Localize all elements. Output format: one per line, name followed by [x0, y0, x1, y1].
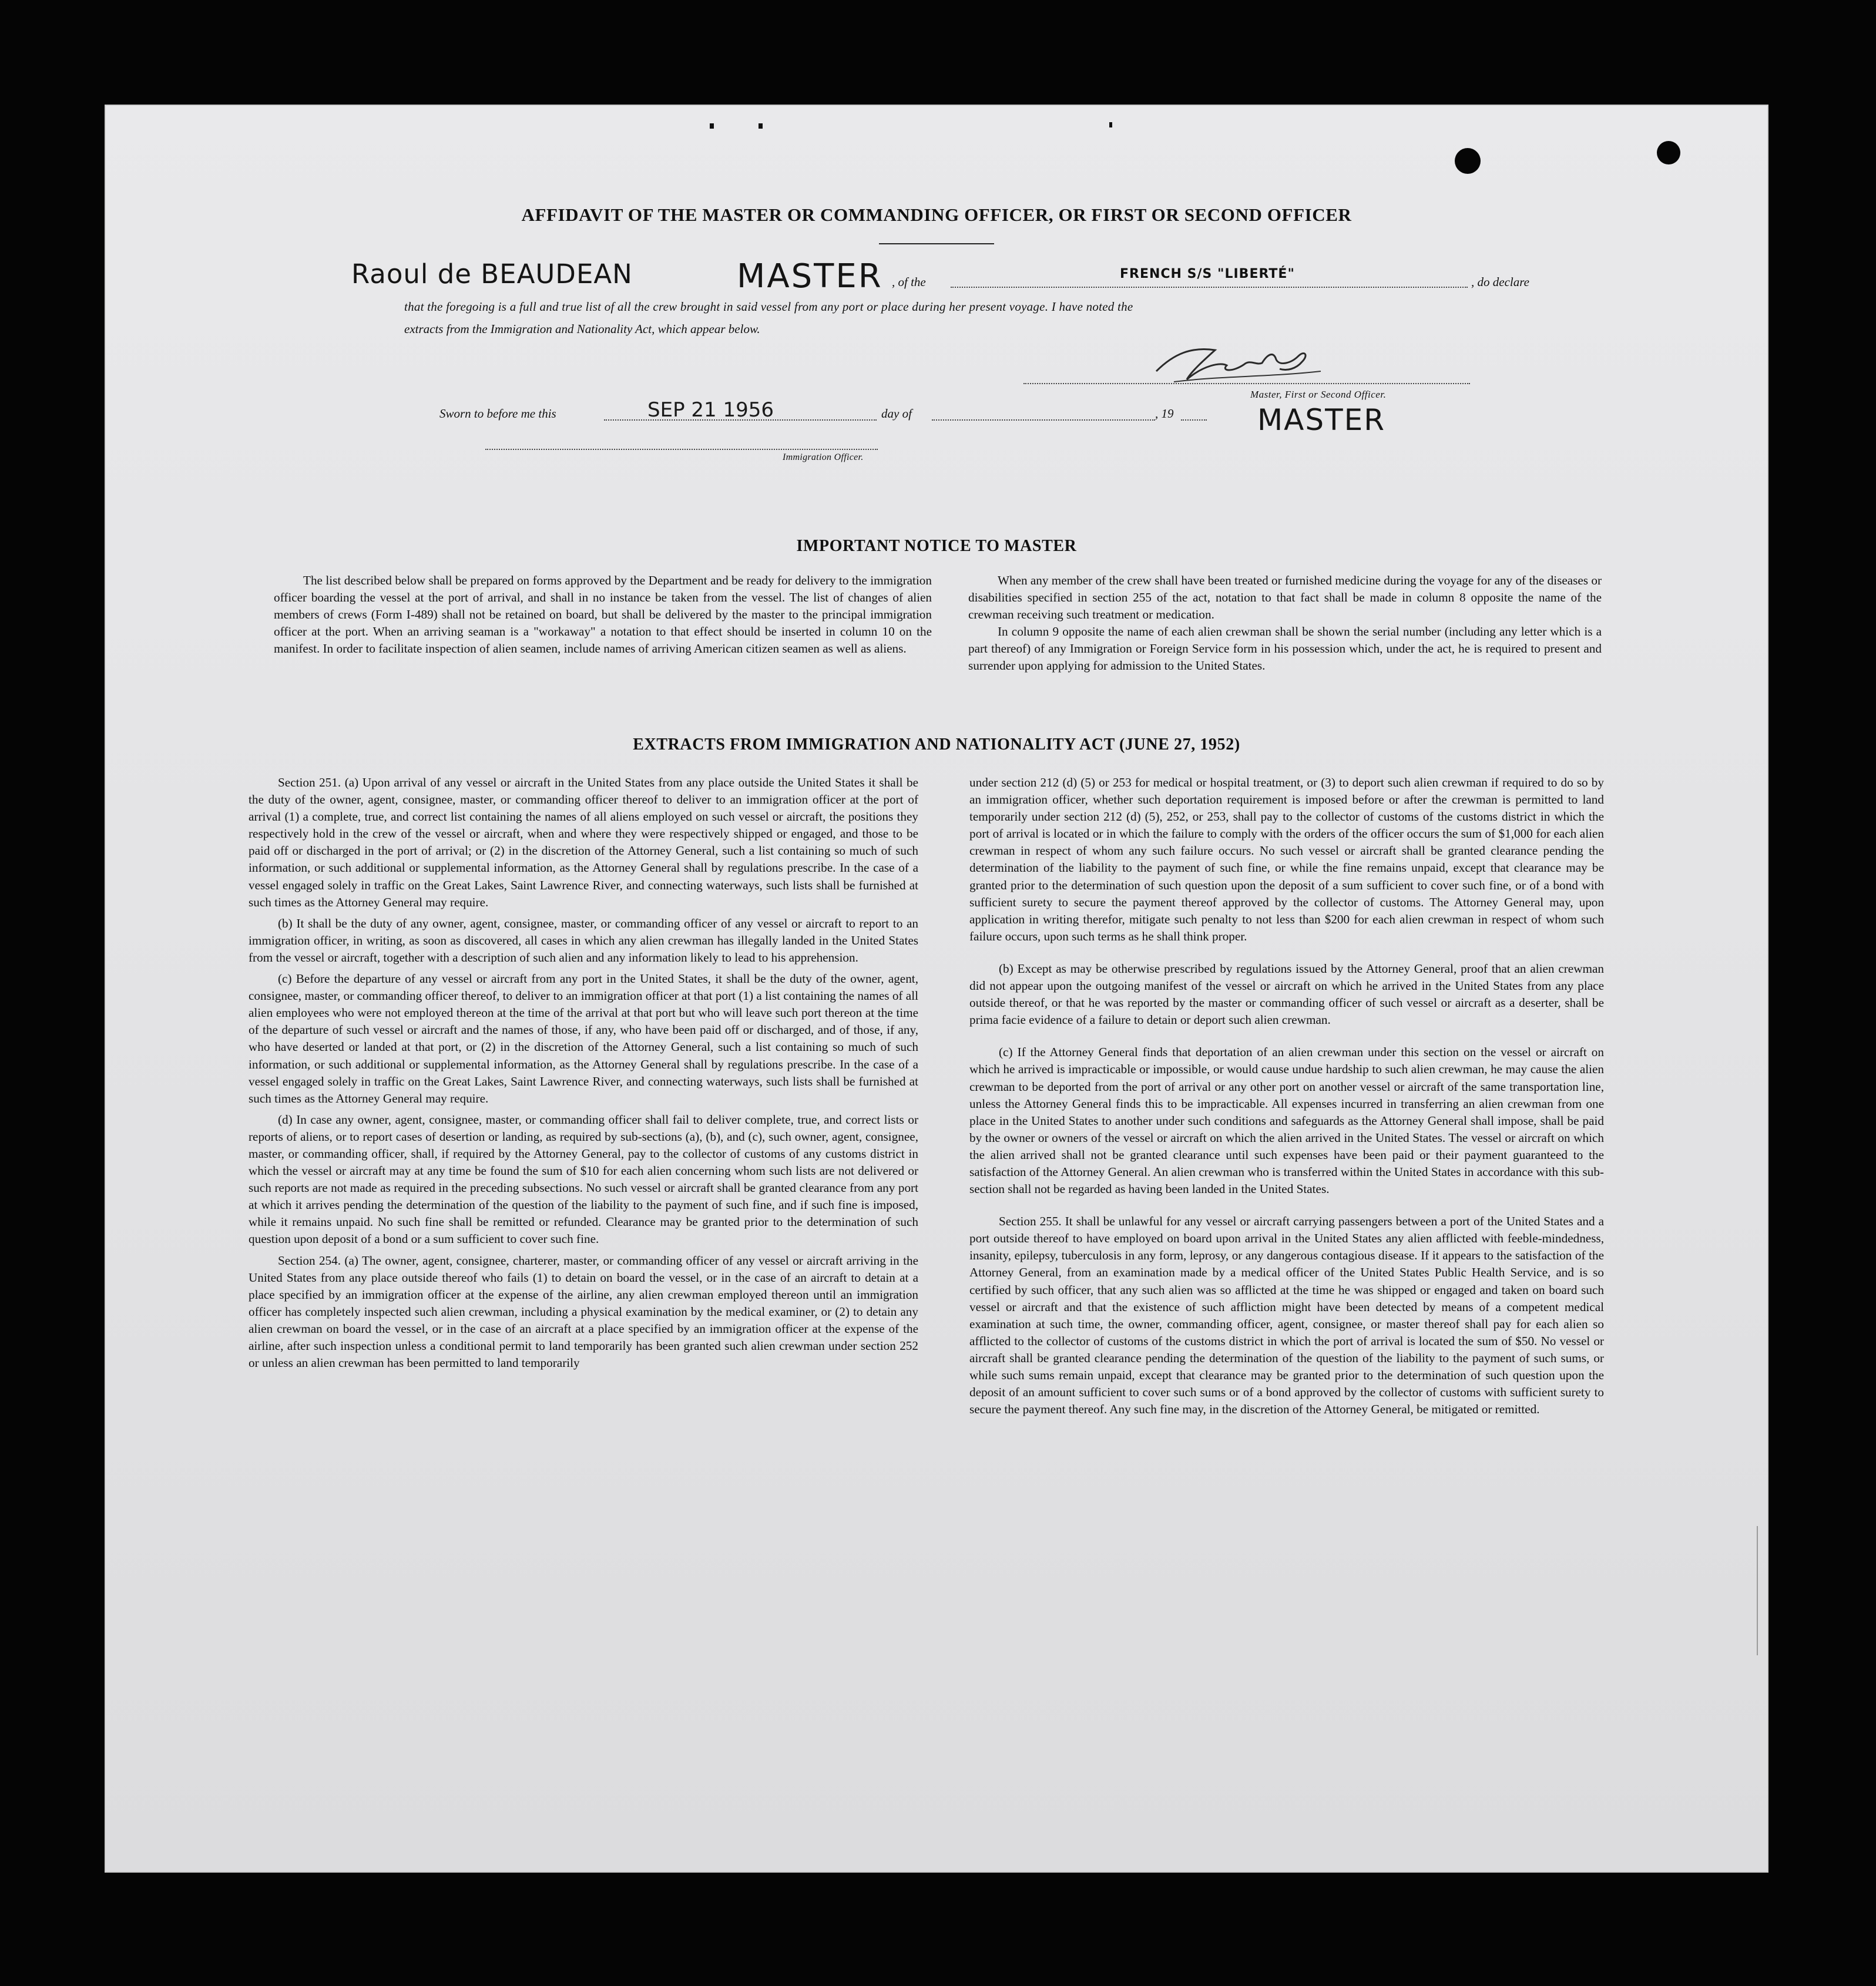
- declaration-line-1: that the foregoing is a full and true list of all the crew brought in said vessel from any port or place during her present voyage. I have noted the: [404, 300, 1133, 314]
- sworn-label: Sworn to before me this: [439, 406, 556, 421]
- statute-paragraph: (c) If the Attorney General finds that deportation of an alien crewman under this section on the vessel or aircraft on which he arrived is impracticable or impossible, or would cause undue hardship to such alien crewman, he may cause the alien crewman to be deported from the port of arrival or any other port on another vessel or aircraft of the same transportation line, unless the Attorney General finds this to be impracticable. All expenses incurred in transferring an alien crewman from one place in the United States to another under such conditions and safeguards as the Attorney General shall impose, shall be paid by the owner or owners of the vessel or aircraft on which the alien arrived in the United States. The vessel or aircraft on which the alien arrived shall not be granted clearance until such expenses have been paid or their payment guaranteed to the satisfaction of the Attorney General. An alien crewman who is transferred within the United States in accordance with this sub-section shall not be regarded as having been landed in the United States.: [969, 1045, 1604, 1197]
- officer-caption: Immigration Officer.: [783, 452, 864, 462]
- signature-caption: Master, First or Second Officer.: [1250, 389, 1387, 400]
- do-declare-label: , do declare: [1471, 275, 1529, 289]
- staple-mark: [759, 123, 763, 129]
- notice-paragraph: In column 9 opposite the name of each alien crewman shall be shown the serial number (including any letter which is a part thereof) of any Immigration or Foreign Service form in his possession which, under the act, he is required to present and surrender upon applying for admission to the United States.: [968, 624, 1602, 673]
- statute-paragraph: (b) It shall be the duty of any owner, agent, consignee, master, or commanding officer of any vessel or aircraft to report to an immigration officer, in writing, as soon as discovered, all cases in which any alien crewman has illegally landed in the United States from the vessel or aircraft, together with a description of such alien and any information likely to lead to his apprehension.: [249, 916, 918, 965]
- notice-left-column: [274, 572, 932, 657]
- year-line: [1181, 419, 1207, 421]
- staple-mark: [1109, 122, 1112, 127]
- of-the-label: , of the: [892, 275, 926, 289]
- fold-mark: [1757, 1526, 1758, 1655]
- vessel-name: FRENCH S/S "LIBERTÉ": [1120, 267, 1295, 281]
- master-signature: [1150, 330, 1327, 389]
- statute-paragraph: Section 255. It shall be unlawful for any vessel or aircraft carrying passengers between a port of the United States and a port outside thereof to have employed on board upon arrival in the United States any alien afflicted with feeble-mindedness, insanity, epilepsy, tuberculosis in any form, leprosy, or any dangerous contagious disease. If it appears to the satisfaction of the Attorney General, from an examination made by a medical officer of the United States Public Health Service, and is so certified by such officer, that any such alien was so afflicted at the time he was shipped or engaged and taken on board such vessel or aircraft and that the existence of such affliction might have been detected by means of a competent medical examination at such time, the owner, commanding officer, agent, consignee, or master thereof shall pay for each alien so afflicted to the collector of customs of the customs district in which the port of arrival is located the sum of $50. No vessel or aircraft shall be granted clearance pending the determination of the question of the liability to the payment of such sums, or while such sums remain unpaid, except that clearance may be granted prior to the determination of such question upon the deposit of an amount sufficient to cover such sums or of a bond approved by the collector of customs with sufficient surety to secure the payment thereof. Any such fine may, in the discretion of the Attorney General, be mitigated or remitted.: [969, 1214, 1604, 1417]
- statute-paragraph: Section 254. (a) The owner, agent, consignee, charterer, master, or commanding officer of any vessel or aircraft arriving in the United States from any place outside thereof who fails (1) to detain on board the vessel, or in the case of an aircraft to detain at a place specified by an immigration officer at the expense of the airline, any alien crewman employed thereon until an immigration officer has completely inspected such alien crewman, including a physical examination by the medical examiner, or (2) to detain any alien crewman on board the vessel, or in the case of an aircraft at a place specified by an immigration officer at the expense of the airline, after such inspection unless a conditional permit to land temporarily has been granted such alien crewman under section 252 or unless an alien crewman has been permitted to land temporarily: [249, 1253, 918, 1370]
- affidavit-title: AFFIDAVIT OF THE MASTER OR COMMANDING OFFICER, OR FIRST OR SECOND OFFICER: [521, 204, 1352, 225]
- sworn-date-stamp: SEP 21 1956: [647, 398, 774, 422]
- master-name: Raoul de BEAUDEAN: [351, 258, 633, 290]
- punch-hole-right: [1657, 141, 1680, 164]
- notice-paragraph: The list described below shall be prepared on forms approved by the Department and be ready for delivery to the immigration officer boarding the vessel at the port of arrival, and shall in no instance be taken from the vessel. The list of changes of alien members of crews (Form I-489) shall not be retained on board, but shall be delivered by the master to the principal immigration officer at the port. When an arriving seaman is a "workaway" a notation to that effect should be inserted in column 10 on the manifest. In order to facilitate inspection of alien seamen, include names of arriving American citizen seamen as well as aliens.: [274, 573, 932, 656]
- year-label: , 19: [1155, 406, 1174, 421]
- document-page: [105, 105, 1768, 1873]
- day-of-line: [932, 419, 1155, 421]
- vessel-line: [951, 287, 1468, 288]
- statute-paragraph: (d) In case any owner, agent, consignee, master, or commanding officer shall fail to deliver complete, true, and correct lists or reports of aliens, or to report cases of desertion or landing, as required by sub-sections (a), (b), and (c), such owner, agent, consignee, master, or commanding officer, shall, if required by the Attorney General, pay to the collector of customs of any customs district in which the vessel or aircraft may at any time be found the sum of $10 for each alien concerning whom such lists are not delivered or such reports are not made as required in the preceding subsections. No such vessel or aircraft shall be granted clearance from any port at which it arrives pending the determination of the question of the liability to the payment of such fine, and if such fine is imposed, while it remains unpaid. No such fine shall be remitted or refunded. Clearance may be granted prior to the determination of such question upon deposit of a bond or a sum sufficient to cover such fine.: [249, 1112, 918, 1246]
- extracts-right-column: [969, 774, 1604, 1418]
- statute-paragraph: Section 251. (a) Upon arrival of any vessel or aircraft in the United States from any place outside the United States it shall be the duty of the owner, agent, consignee, master, or commanding officer thereof to deliver to an immigration officer at the port of arrival (1) a complete, true, and correct list containing the names of all aliens employed on such vessel or aircraft, the positions they respectively hold in the crew of the vessel or aircraft, when and where they were respectively shipped or engaged, and those to be paid off or discharged in the port of arrival; or (2) in the discretion of the Attorney General, such a list containing so much of such information, or such additional or supplemental information, as the Attorney General shall by regulations prescribe. In the case of a vessel engaged solely in traffic on the Great Lakes, Saint Lawrence River, and connecting waterways, such lists shall be furnished at such times as the Attorney General may require.: [249, 775, 918, 909]
- officer-signature-line: [485, 449, 878, 450]
- staple-mark: [710, 123, 714, 129]
- title-rule: [879, 243, 994, 244]
- notice-right-column: [968, 572, 1602, 675]
- declaration-line-2: extracts from the Immigration and Nationality Act, which appear below.: [404, 322, 760, 336]
- statute-paragraph: (c) Before the departure of any vessel or aircraft from any port in the United States, it shall be the duty of the owner, agent, consignee, master, or commanding officer thereof, to deliver to an immigration officer at that port (1) a list containing the names of all alien employees who were not employed thereon at the time of the arrival at that port but who will leave such port thereon at the time of the departure of such vessel or aircraft and the names of those, if any, who have been paid off or discharged, and of those, if any, who have deserted or landed at that port, or (2) in the discretion of the Attorney General, such a list containing so much of such information, or such additional or supplemental information, as the Attorney General shall by regulations prescribe. In the case of a vessel engaged solely in traffic on the Great Lakes, Saint Lawrence River, and connecting waterways, such lists shall be furnished at such times as the Attorney General may require.: [249, 972, 918, 1105]
- punch-hole-left: [1455, 148, 1481, 174]
- rank-stamp: MASTER: [1257, 403, 1385, 437]
- extracts-left-column: [249, 774, 918, 1372]
- statute-paragraph: (b) Except as may be otherwise prescribed by regulations issued by the Attorney General, proof that an alien crewman did not appear upon the outgoing manifest of the vessel or aircraft on which he arrived in the United States from any place outside thereof, or that he was reported by the master or commanding officer of such vessel or aircraft as a deserter, shall be prima facie evidence of a failure to detain or deport such alien crewman.: [969, 961, 1604, 1027]
- statute-paragraph: under section 212 (d) (5) or 253 for medical or hospital treatment, or (3) to deport such alien crewman if required to do so by an immigration officer, whether such deportation requirement is imposed before or after the crewman is permitted to land temporarily under section 212 (d) (5), 252, or 253, shall pay to the collector of customs of the customs district in which the port of arrival is located or in which the failure to comply with the orders of the officer occurs the sum of $1,000 for each alien crewman in respect of whom any such failure occurs. No such vessel or aircraft shall be granted clearance pending the determination of the liability to the payment of such fine, or while the fine remains unpaid, except that clearance may be granted prior to the determination of such question upon the deposit of a sum sufficient to cover such fine, or of a bond with sufficient surety to secure the payment thereof approved by the collector of customs. The Attorney General may, upon application in writing therefor, mitigate such penalty to not less than $200 for each alien crewman in respect of whom such failure occurs, upon such terms as he shall think proper.: [969, 775, 1604, 943]
- notice-paragraph: When any member of the crew shall have been treated or furnished medicine during the voyage for any of the diseases or disabilities specified in section 255 of the act, notation to that fact shall be made in column 8 opposite the name of the crewman receiving such treatment or medication.: [968, 573, 1602, 622]
- day-of-label: day of: [881, 406, 912, 421]
- notice-title: IMPORTANT NOTICE TO MASTER: [796, 537, 1077, 555]
- extracts-title: EXTRACTS FROM IMMIGRATION AND NATIONALITY ACT (JUNE 27, 1952): [633, 735, 1240, 754]
- rank-typed: MASTER: [737, 257, 883, 295]
